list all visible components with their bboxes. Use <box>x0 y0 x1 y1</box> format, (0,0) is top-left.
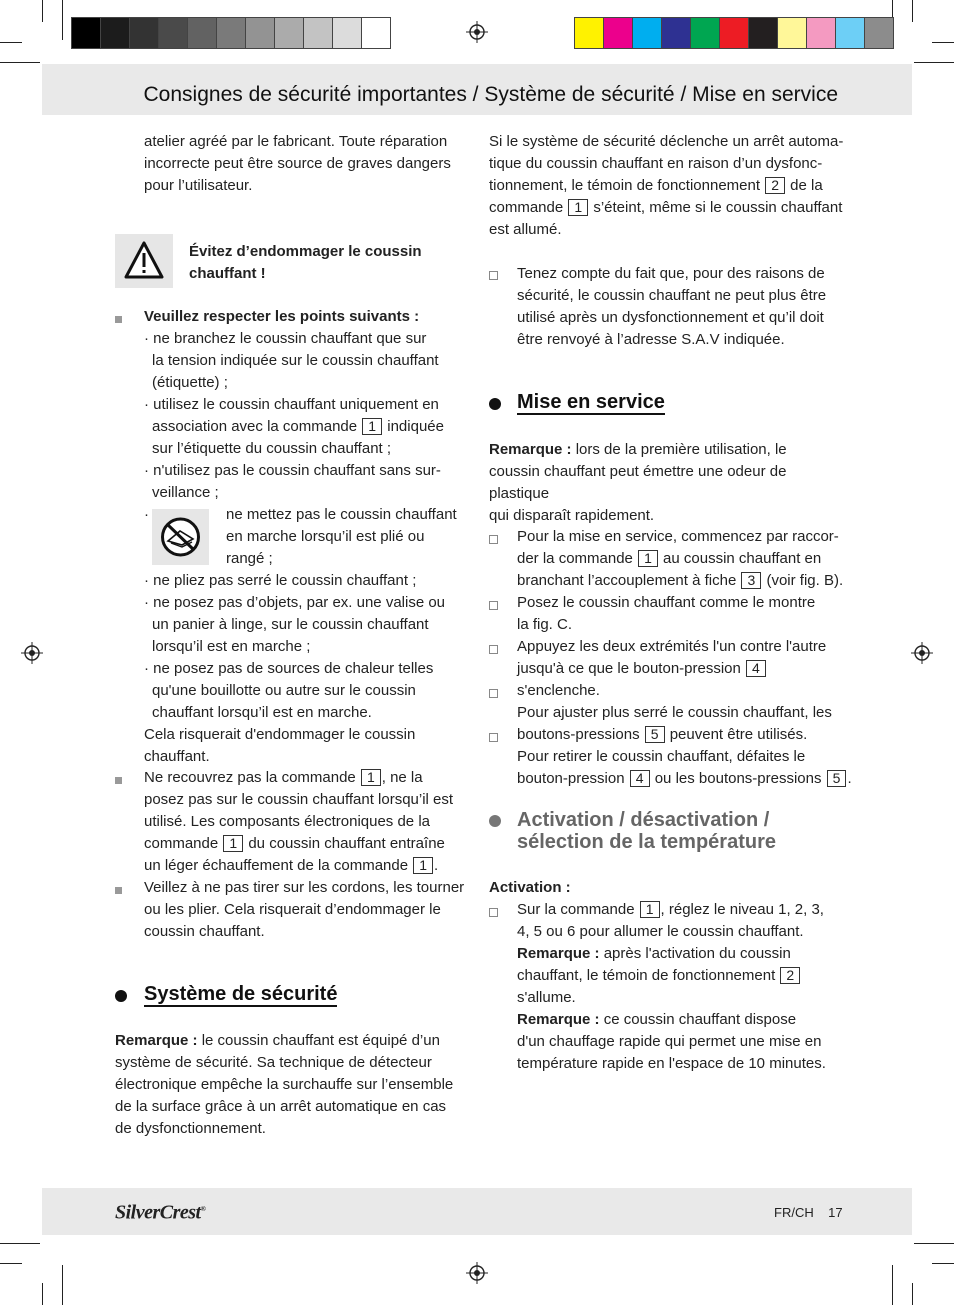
text-line: Cela risquerait d'endommager le coussin <box>144 726 416 743</box>
checkbox-bullet <box>489 535 498 544</box>
language-code: FR/CH <box>774 1205 814 1220</box>
crop-mark <box>914 62 954 63</box>
mise-note <box>489 439 849 527</box>
section-heading-securite: Système de sécurité <box>144 983 338 1005</box>
warning-title <box>189 241 479 285</box>
crop-mark <box>62 1265 63 1305</box>
text-line: boutons-pressions 5 peuvent être utilisés. <box>517 726 808 743</box>
text-line: s'allume. <box>517 989 576 1006</box>
text-line: Remarque : après l'activation du coussin <box>517 945 791 962</box>
crop-mark <box>0 1263 22 1264</box>
crop-mark <box>932 1263 954 1264</box>
text-line: la fig. C. <box>517 616 573 633</box>
crop-mark <box>0 42 22 43</box>
registration-mark-icon <box>466 21 488 43</box>
text-line: Pour ajuster plus serré le coussin chauffant, les <box>517 704 832 721</box>
gray-swatch-3 <box>159 18 188 48</box>
text-line: · ne posez pas de sources de chaleur telles <box>144 660 434 677</box>
gray-swatch-10 <box>362 18 390 48</box>
gray-swatch-7 <box>275 18 304 48</box>
page-title: Consignes de sécurité importantes / Système de sécurité / Mise en service <box>143 83 838 106</box>
text-line: der la commande 1 au coussin chauffant en <box>517 550 822 567</box>
bullet-square <box>115 316 122 323</box>
text-line: Remarque : lors de la première utilisation, le <box>489 441 787 458</box>
ref-number-box: 1 <box>568 199 588 216</box>
color-swatch-5 <box>720 18 749 48</box>
gray-swatch-2 <box>130 18 159 48</box>
text-line: de la surface grâce à un arrêt automatique en cas <box>115 1098 447 1115</box>
checkbox-bullet <box>489 271 498 280</box>
text-line: · ne pliez pas serré le coussin chauffant ; <box>144 572 417 589</box>
crop-mark <box>932 42 954 43</box>
crop-mark <box>912 0 913 22</box>
page-footer-info <box>774 1202 843 1224</box>
text-line: · ne posez pas d’objets, par ex. une valise ou <box>144 594 446 611</box>
text-line: un léger échauffement de la commande 1 . <box>144 857 439 874</box>
text-line: tionnement, le témoin de fonctionnement 2 de la <box>489 177 823 194</box>
ref-number-box: 1 <box>361 769 381 786</box>
text-line: tique du coussin chauffant en raison d’un dysfonc- <box>489 155 823 172</box>
ref-number-box: 1 <box>640 901 660 918</box>
crop-mark <box>0 62 40 63</box>
brand-logo: SilverCrest® <box>115 1201 206 1224</box>
text-line: Pour retirer le coussin chauffant, défaites le <box>517 748 806 765</box>
gray-swatch-4 <box>188 18 217 48</box>
securite-note <box>115 1030 475 1140</box>
bullet-square <box>115 887 122 894</box>
ref-number-box: 1 <box>413 857 433 874</box>
gray-swatch-1 <box>101 18 130 48</box>
text-line: Veillez à ne pas tirer sur les cordons, les tourner <box>144 879 465 896</box>
warning-triangle-icon <box>115 234 173 288</box>
text-line: la tension indiquée sur le coussin chauffant <box>152 352 439 369</box>
crop-mark <box>42 0 43 22</box>
text-line: commande 1 du coussin chauffant entraîne <box>144 835 445 852</box>
text-line: système de sécurité. Sa technique de détecteur <box>115 1054 432 1071</box>
crop-mark <box>0 1243 40 1244</box>
text-line: bouton-pression 4 ou les boutons-pressions 5 . <box>517 770 852 787</box>
text-line: en marche lorsqu’il est plié ou <box>226 528 425 545</box>
text-line: Pour la mise en service, commencez par raccor- <box>517 528 839 545</box>
text-line: · ne branchez le coussin chauffant que sur <box>144 330 427 347</box>
section-heading-mise-en-service: Mise en service <box>517 391 665 413</box>
text-line: Ne recouvrez pas la commande 1 , ne la <box>144 769 423 786</box>
page-number: 17 <box>828 1205 843 1220</box>
intro-paragraph <box>144 131 474 197</box>
checkbox-bullet <box>489 645 498 654</box>
text-line: (étiquette) ; <box>152 374 228 391</box>
mise-steps <box>517 526 852 790</box>
registration-mark-icon <box>466 1262 488 1284</box>
text-line: coussin chauffant. <box>144 923 265 940</box>
crop-mark <box>42 1283 43 1305</box>
text-line: veillance ; <box>152 484 219 501</box>
text-line: · utilisez le coussin chauffant uniquement en <box>144 396 439 413</box>
crop-mark <box>912 1283 913 1305</box>
text-line: être renvoyé à l’adresse S.A.V indiquée. <box>517 331 785 348</box>
section-heading-activation <box>517 809 857 853</box>
gray-swatch-5 <box>217 18 246 48</box>
color-swatch-9 <box>836 18 865 48</box>
section-bullet-dot <box>489 815 501 827</box>
gray-swatch-6 <box>246 18 275 48</box>
ref-number-box: 2 <box>780 967 800 984</box>
text-line: Remarque : le coussin chauffant est équipé d’un <box>115 1032 440 1049</box>
checkbox-bullet <box>489 733 498 742</box>
text-line: température rapide en l'espace de 10 minutes. <box>517 1055 826 1072</box>
text-line: ne mettez pas le coussin chauffant <box>226 506 457 523</box>
text-line: pour l’utilisateur. <box>144 177 253 194</box>
gray-swatch-0 <box>72 18 101 48</box>
text-line: association avec la commande 1 indiquée <box>152 418 444 435</box>
registration-mark-icon <box>911 642 933 664</box>
ref-number-box: 1 <box>362 418 382 435</box>
text-line: Posez le coussin chauffant comme le montre <box>517 594 816 611</box>
text-line: Sur la commande 1 , réglez le niveau 1, 2, 3, <box>517 901 824 918</box>
text-line: Tenez compte du fait que, pour des raisons de <box>517 265 825 282</box>
text-line: Remarque : ce coussin chauffant dispose <box>517 1011 797 1028</box>
text-line: jusqu'à ce que le bouton-pression 4 s'enclenche. <box>517 658 852 702</box>
color-swatch-6 <box>749 18 778 48</box>
text-line: lorsqu’il est en marche ; <box>152 638 311 655</box>
text-line: Appuyez les deux extrémités l'un contre l'autre <box>517 638 827 655</box>
text-line: atelier agréé par le fabricant. Toute réparation <box>144 133 448 150</box>
color-swatch-4 <box>691 18 720 48</box>
text-line: rangé ; <box>226 550 273 567</box>
bullet-cords <box>144 877 474 943</box>
color-calibration-bar <box>574 17 894 49</box>
text-line: · n'utilisez pas le coussin chauffant sans sur- <box>144 462 441 479</box>
text-line: coussin chauffant peut émettre une odeur de plastique <box>489 463 787 502</box>
checkbox-bullet <box>489 908 498 917</box>
color-swatch-3 <box>662 18 691 48</box>
text-line: utilisé. Les composants électroniques de la <box>144 813 430 830</box>
text-line: chauffant lorsqu’il est en marche. <box>152 704 372 721</box>
ref-number-box: 4 <box>746 660 766 677</box>
text-line: est allumé. <box>489 221 562 238</box>
text-line: utilisé après un dysfonctionnement et qu’il doit <box>517 309 824 326</box>
text-line: Si le système de sécurité déclenche un arrêt automa- <box>489 133 844 150</box>
activation-step <box>517 899 852 1075</box>
text-line: chauffant ! <box>189 265 266 282</box>
color-swatch-2 <box>633 18 662 48</box>
text-line: d'un chauffage rapide qui permet une mise en <box>517 1033 822 1050</box>
text-line: électronique empêche la surchauffe sur l’ensemble <box>115 1076 454 1093</box>
registration-mark-icon <box>21 642 43 664</box>
ref-number-box: 1 <box>638 550 658 567</box>
folded-warning-text <box>226 504 476 570</box>
text-line: chauffant. <box>144 748 210 765</box>
gray-swatch-9 <box>333 18 362 48</box>
text-line: qui disparaît rapidement. <box>489 507 655 524</box>
color-swatch-1 <box>604 18 633 48</box>
bullet-precautions <box>144 306 474 504</box>
pictogram-box <box>152 509 209 565</box>
text-line: un panier à linge, sur le coussin chauffant <box>152 616 429 633</box>
ref-number-box: 3 <box>741 572 761 589</box>
text-line: de dysfonctionnement. <box>115 1120 266 1137</box>
bullet-square <box>115 777 122 784</box>
text-line: sélection de la température <box>517 831 776 853</box>
checkbox-bullet <box>489 689 498 698</box>
step-sav <box>517 263 847 351</box>
no-folded-pad-icon <box>152 509 209 565</box>
text-line: 4, 5 ou 6 pour allumer le coussin chauffant. <box>517 923 804 940</box>
text-line: sur l’étiquette du coussin chauffant ; <box>152 440 392 457</box>
text-line: sécurité, le coussin chauffant ne peut plus être <box>517 287 827 304</box>
grayscale-calibration-bar <box>71 17 391 49</box>
text-line: posez pas sur le coussin chauffant lorsqu’il est <box>144 791 454 808</box>
text-line: Évitez d’endommager le coussin <box>189 243 422 260</box>
text-line: ou les plier. Cela risquerait d’endommager le <box>144 901 441 918</box>
list-title: Veuillez respecter les points suivants : <box>144 308 420 325</box>
bullet-dot: · <box>144 506 149 523</box>
text-line: incorrecte peut être source de graves dangers <box>144 155 451 172</box>
color-swatch-7 <box>778 18 807 48</box>
checkbox-bullet <box>489 601 498 610</box>
ref-number-box: 2 <box>765 177 785 194</box>
securite-paragraph <box>489 131 849 241</box>
activation-label: Activation : <box>489 879 571 896</box>
text-line: commande 1 s’éteint, même si le coussin chauffant <box>489 199 843 216</box>
section-bullet-dot <box>115 990 127 1002</box>
crop-mark <box>914 1243 954 1244</box>
ref-number-box: 4 <box>630 770 650 787</box>
ref-number-box: 5 <box>645 726 665 743</box>
gray-swatch-8 <box>304 18 333 48</box>
bullet-cover <box>144 767 474 877</box>
color-swatch-8 <box>807 18 836 48</box>
text-line: qu'une bouillotte ou autre sur le coussin <box>152 682 416 699</box>
text-line: chauffant, le témoin de fonctionnement 2 <box>517 965 852 987</box>
color-swatch-0 <box>575 18 604 48</box>
crop-mark <box>62 0 63 40</box>
warning-box <box>115 234 173 288</box>
bullet-precautions-cont <box>144 570 474 768</box>
crop-mark <box>892 1265 893 1305</box>
color-swatch-10 <box>865 18 893 48</box>
text-line: Activation / désactivation / <box>517 809 770 831</box>
text-line: branchant l’accouplement à fiche 3 (voir fig. B). <box>517 572 844 589</box>
ref-number-box: 1 <box>223 835 243 852</box>
section-bullet-dot <box>489 398 501 410</box>
ref-number-box: 5 <box>827 770 847 787</box>
